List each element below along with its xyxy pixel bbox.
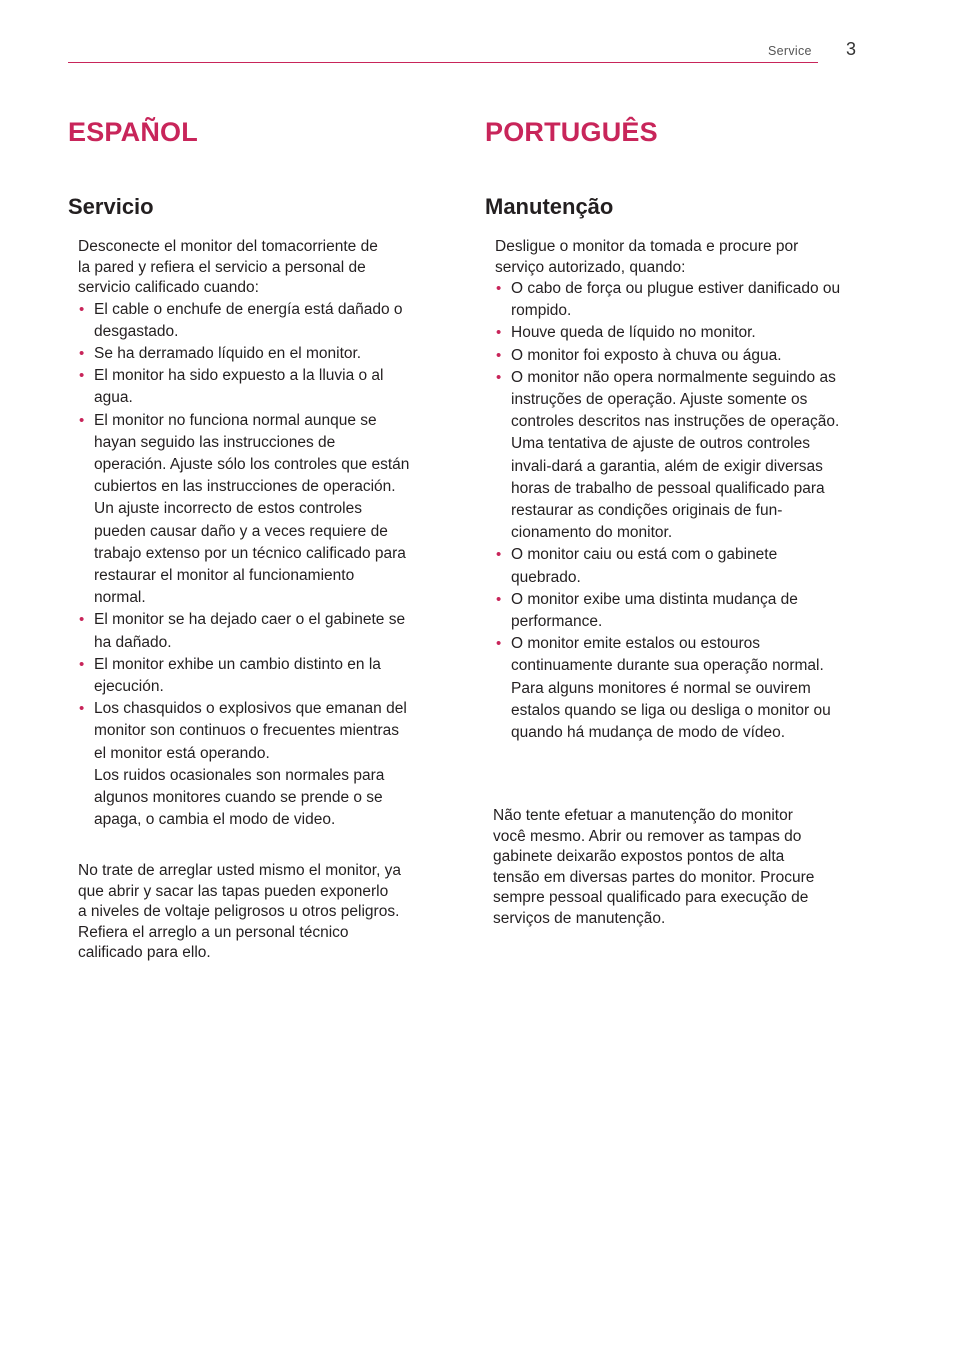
list-item: • Se ha derramado líquido en el monitor.: [78, 343, 430, 365]
list-item: • O cabo de força ou plugue estiver danificado ou rompido.: [496, 280, 841, 320]
header-rule: [68, 62, 818, 63]
title-espanol: ESPAÑOL: [68, 117, 198, 147]
pt-warning-line: você mesmo. Abrir ou remover as tampas do: [493, 827, 802, 845]
pt-service-block: [495, 237, 855, 744]
pt-warning-line: serviços de manutenção.: [493, 909, 666, 927]
title-portugues: PORTUGUÊS: [485, 117, 658, 147]
pt-warning-line: tensão em diversas partes do monitor. Procure: [493, 868, 815, 886]
es-warning-line: que abrir y sacar las tapas pueden exponerlo: [78, 882, 389, 900]
header-section-label: Service: [768, 44, 812, 58]
list-item: • O monitor não opera normalmente seguindo as instruções de operação. Ajuste somente os controles descritos nas instruções de operação. Uma tentativa de ajuste de outros controles invali-dará a garantia, além de exigir diversas horas de trabalho de pessoal qualificado para restaurar as condições originais de fun-cionamento do monitor.: [496, 368, 840, 542]
pt-intro-line: Desligue o monitor da tomada e procure por: [495, 238, 799, 255]
es-intro-line: Desconecte el monitor del tomacorriente de: [78, 238, 378, 255]
list-item: • El monitor exhibe un cambio distinto en la ejecución.: [79, 655, 381, 695]
pt-intro-line: serviço autorizado, quando:: [495, 258, 686, 276]
pt-conditions-list: [495, 278, 855, 744]
bullet-icon: •: [79, 367, 85, 385]
bullet-icon: •: [79, 300, 85, 318]
list-item: • El cable o enchufe de energía está dañado o desgastado.: [79, 300, 403, 340]
bullet-icon: •: [79, 411, 85, 429]
bullet-icon: •: [79, 344, 85, 362]
es-warning-line: calificado para ello.: [78, 944, 211, 961]
es-item-note: Los ruidos ocasionales son normales para algunos monitores cuando se prende o se apaga, o cambia el modo de video.: [94, 766, 385, 829]
bullet-icon: •: [496, 324, 502, 342]
heading-servicio: Servicio: [68, 194, 154, 219]
es-intro-line: servicio calificado cuando:: [78, 279, 259, 296]
pt-intro: [495, 237, 855, 278]
pt-warning-line: Não tente efetuar a manutenção do monitor: [493, 807, 793, 824]
list-item: • Houve queda de líquido no monitor.: [495, 322, 847, 344]
bullet-icon: •: [496, 546, 502, 564]
bullet-icon: •: [496, 346, 502, 364]
es-warning: [78, 861, 438, 964]
es-service-block: [78, 237, 438, 831]
list-item: • O monitor caiu ou está com o gabinete quebrado.: [496, 546, 778, 586]
es-warning-line: No trate de arreglar usted mismo el monitor, ya: [78, 862, 402, 879]
bullet-icon: •: [79, 611, 85, 629]
es-intro-line: la pared y refiera el servicio a personal de: [78, 258, 366, 276]
list-item: • O monitor emite estalos ou estouros continuamente durante sua operação normal. Para alguns monitores é normal se ouvirem estalos quando se liga ou desliga o monitor ou quando há mudança de modo de vídeo.: [496, 635, 831, 742]
list-item: • El monitor ha sido expuesto a la lluvia o al agua.: [79, 367, 384, 407]
pt-warning-line: gabinete deixarão expostos pontos de alta: [493, 848, 785, 865]
es-warning-line: a niveles de voltaje peligrosos u otros peligros.: [78, 903, 400, 920]
es-conditions-list: [78, 299, 438, 832]
bullet-icon: •: [79, 655, 85, 673]
bullet-icon: •: [79, 700, 85, 718]
bullet-icon: •: [496, 280, 502, 297]
list-item: • El monitor no funciona normal aunque se hayan seguido las instrucciones de operación. Ajuste sólo los controles que están cubiertos en las instrucciones de operación. Un ajuste incorrecto de estos controles pueden causar daño y a veces requiere de trabajo extenso por un técnico calificado para restaurar el monitor al funcionamiento normal.: [79, 411, 410, 607]
list-item: • Los chasquidos o explosivos que emanan del monitor son continuos o frecuentes mientras el monitor está operando. Los ruidos ocasionales son normales para algunos monitores cuando se prende o se apaga, o cambia el modo de video.: [78, 698, 414, 831]
page-number: 3: [846, 39, 857, 59]
list-item: • O monitor exibe uma distinta mudança de performance.: [496, 590, 798, 631]
list-item: • El monitor se ha dejado caer o el gabinete se ha dañado.: [79, 611, 406, 651]
pt-warning: [493, 806, 853, 929]
list-item: • O monitor foi exposto à chuva ou água.: [495, 345, 847, 367]
bullet-icon: •: [496, 368, 502, 386]
pt-warning-line: sempre pessoal qualificado para execução de: [493, 889, 809, 906]
es-intro: [78, 237, 438, 299]
heading-manutencao: Manutenção: [485, 194, 614, 219]
bullet-icon: •: [496, 590, 502, 608]
bullet-icon: •: [496, 635, 502, 653]
es-warning-line: Refiera el arreglo a un personal técnico: [78, 923, 349, 941]
